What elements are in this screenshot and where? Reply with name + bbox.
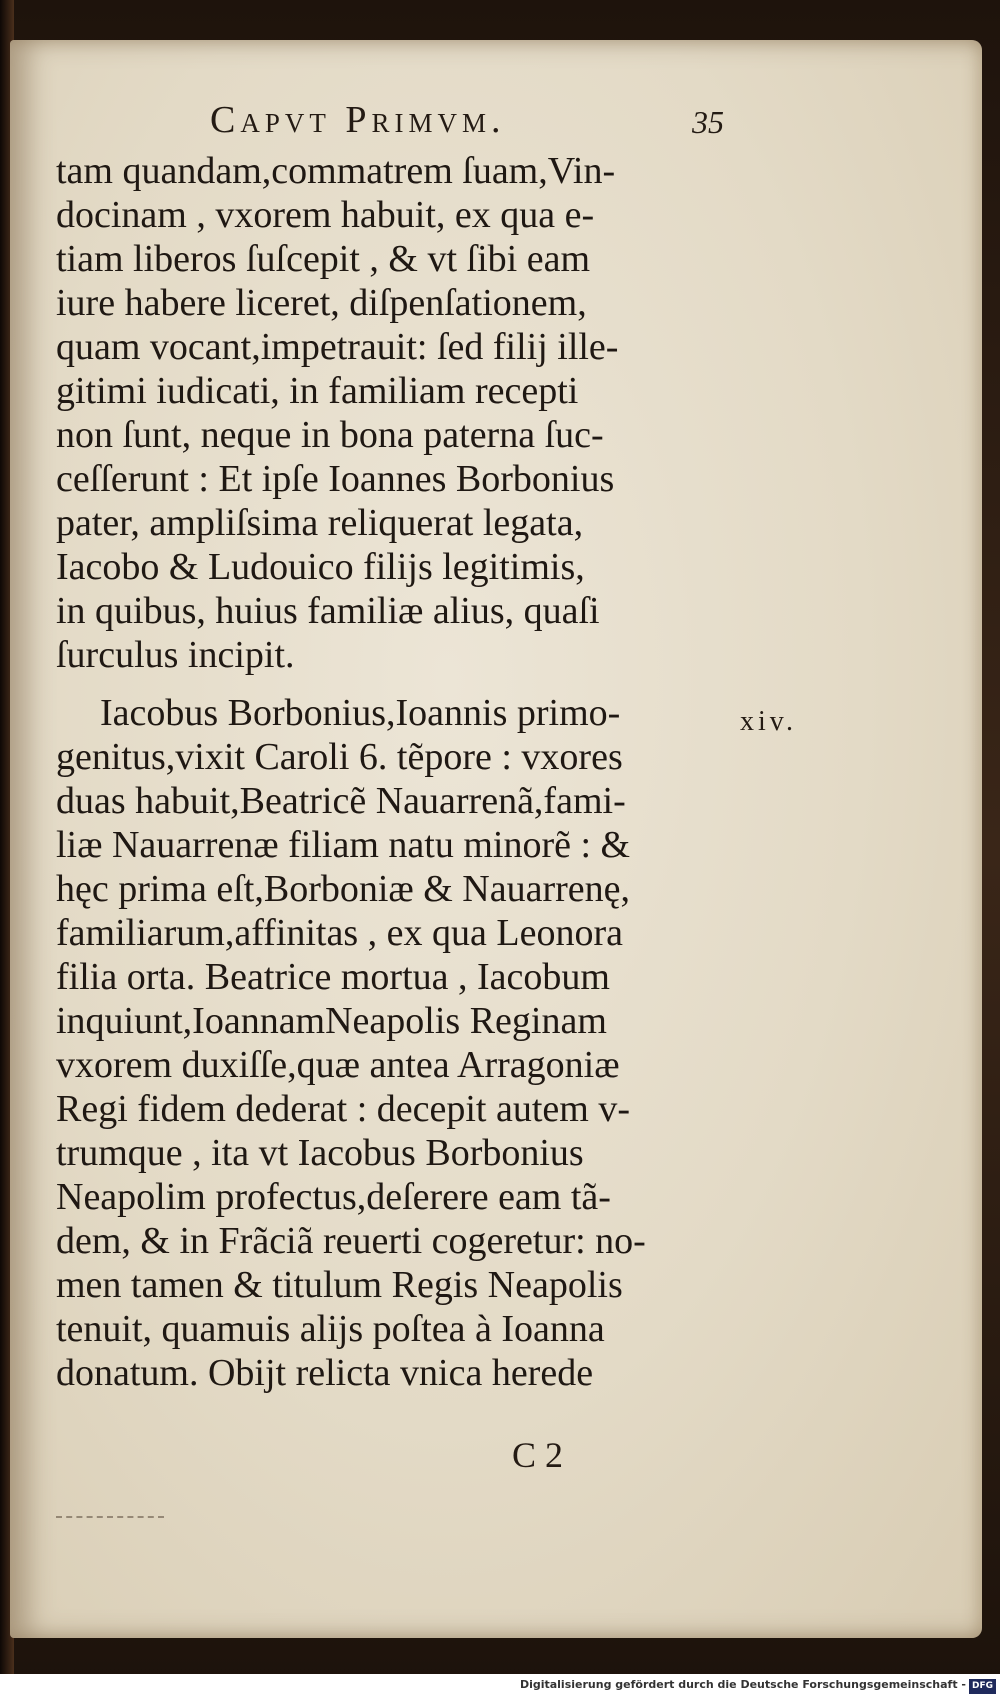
text-line: ſurculus incipit. (56, 634, 295, 676)
text-line: vxorem duxiſſe,quæ antea Arragoniæ (56, 1044, 620, 1086)
running-head: Capvt Primvm. (210, 99, 506, 141)
text-line: genitus,vixit Caroli 6. tẽpore : vxores (56, 736, 623, 778)
text-line: in quibus, huius familiæ alius, quaſi (56, 590, 600, 632)
paragraph-start-line: Iacobus Borbonius,Ioannis primo- (100, 692, 621, 734)
text-line: tenuit, quamuis alijs poſtea à Ioanna (56, 1308, 605, 1350)
text-line: ceſſerunt : Et ipſe Ioannes Borbonius (56, 458, 615, 500)
funding-credit: Digitalisierung gefördert durch die Deutsche Forschungsgemeinschaft - (519, 1678, 966, 1691)
signature-mark: C 2 (512, 1435, 564, 1475)
text-line: Iacobo & Ludouico filijs legitimis, (56, 546, 585, 588)
text-line: filia orta. Beatrice mortua , Iacobum (56, 956, 610, 998)
text-line: docinam , vxorem habuit, ex qua e- (56, 194, 595, 236)
text-line: tiam liberos ſuſcepit , & vt ſibi eam (56, 238, 591, 280)
text-line: tam quandam,commatrem ſuam,Vin- (56, 150, 616, 192)
text-line: duas habuit,Beatricẽ Nauarrenã,fami- (56, 780, 626, 822)
marginal-note: xiv. (740, 706, 797, 737)
text-line: trumque , ita vt Iacobus Borbonius (56, 1132, 584, 1174)
text-line: Regi fidem dederat : decepit autem v- (56, 1088, 630, 1130)
text-line: liæ Nauarrenæ filiam natu minorẽ : & (56, 824, 631, 866)
dfg-logo: DFG (969, 1679, 996, 1694)
ink-mark (56, 1516, 164, 1521)
text-line: familiarum,affinitas , ex qua Leonora (56, 912, 623, 954)
text-line: quam vocant,impetrauit: ſed filij ille- (56, 326, 619, 368)
text-line: Neapolim profectus,deſerere eam tã- (56, 1176, 611, 1218)
footer-bar (0, 1674, 1000, 1700)
text-line: pater, ampliſsima reliquerat legata, (56, 502, 584, 544)
text-line: donatum. Obijt relicta vnica herede (56, 1352, 594, 1394)
text-line: non ſunt, neque in bona paterna ſuc- (56, 414, 604, 456)
text-line: hęc prima eſt,Borboniæ & Nauarrenę, (56, 868, 631, 910)
text-line: gitimi iudicati, in familiam recepti (56, 370, 579, 412)
page-number: 35 (692, 104, 724, 140)
text-line: inquiunt,IoannamNeapolis Reginam (56, 1000, 607, 1042)
text-line: dem, & in Frãciã reuerti cogeretur: no- (56, 1220, 646, 1262)
body-text (56, 148, 736, 1488)
text-line: iure habere liceret, diſpenſationem, (56, 282, 587, 324)
text-line: men tamen & titulum Regis Neapolis (56, 1264, 623, 1306)
